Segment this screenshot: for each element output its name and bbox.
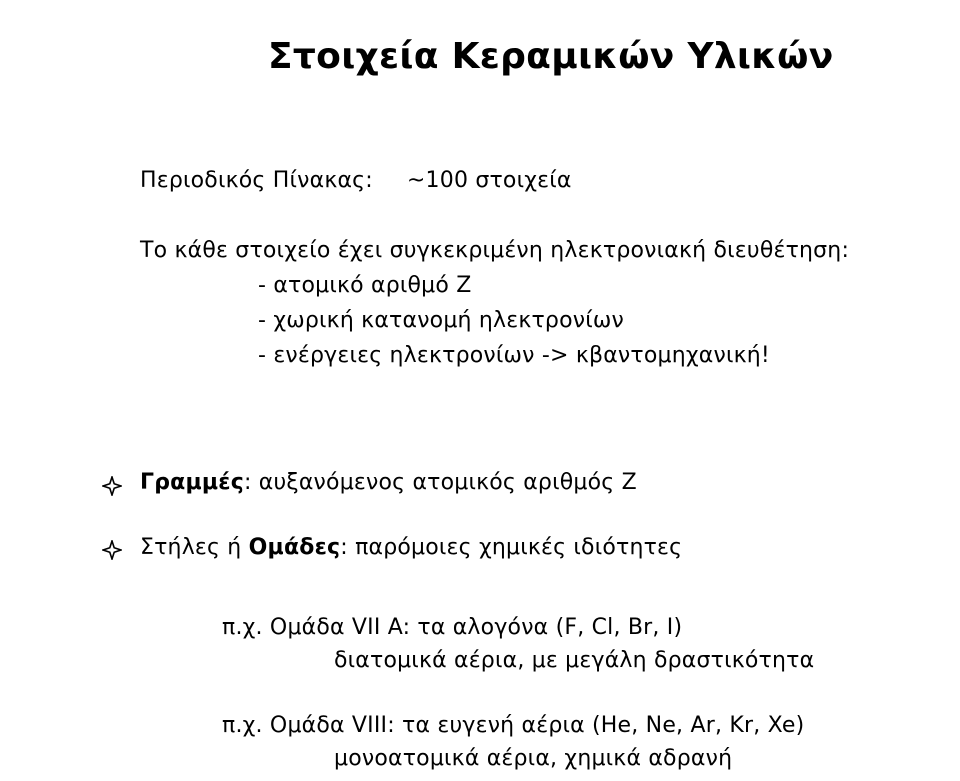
electron-config-intro: Το κάθε στοιχείο έχει συγκεκριμένη ηλεκτρονιακή διευθέτηση:: [140, 238, 850, 263]
four-point-star-outline-icon: [102, 540, 122, 560]
config-item-spatial-distribution: - χωρική κατανομή ηλεκτρονίων: [258, 308, 625, 333]
columns-term: Ομάδες: [248, 535, 341, 560]
rows-term: Γραμμές: [140, 470, 244, 495]
slide-title: Στοιχεία Κεραμικών Υλικών: [268, 36, 834, 77]
four-point-star-outline-icon: [102, 476, 122, 496]
example-noble-gases-detail: μονοατομικά αέρια, χημικά αδρανή: [334, 746, 733, 771]
bullet-columns: [140, 533, 682, 563]
rows-description: : αυξανόμενος ατομικός αριθμός Z: [243, 470, 637, 495]
columns-prefix: Στήλες ή: [140, 535, 249, 560]
columns-description: : παρόμοιες χημικές ιδιότητες: [340, 535, 683, 560]
periodic-table-label: Περιοδικός Πίνακας:: [140, 168, 373, 193]
example-noble-gases: π.χ. Ομάδα VIII: τα ευγενή αέρια (He, Ne, Ar, Kr, Xe): [222, 713, 805, 738]
periodic-table-line: [140, 166, 572, 196]
bullet-rows: [140, 468, 637, 498]
periodic-table-count: ~100 στοιχεία: [406, 168, 572, 193]
config-item-atomic-number: - ατομικό αριθμό Z: [258, 273, 472, 298]
config-item-electron-energies: - ενέργειες ηλεκτρονίων -> κβαντομηχανική!: [258, 343, 770, 368]
example-halogens-detail: διατομικά αέρια, με μεγάλη δραστικότητα: [334, 648, 815, 673]
example-halogens: π.χ. Ομάδα VII A: τα αλογόνα (F, Cl, Br, I): [222, 615, 683, 640]
